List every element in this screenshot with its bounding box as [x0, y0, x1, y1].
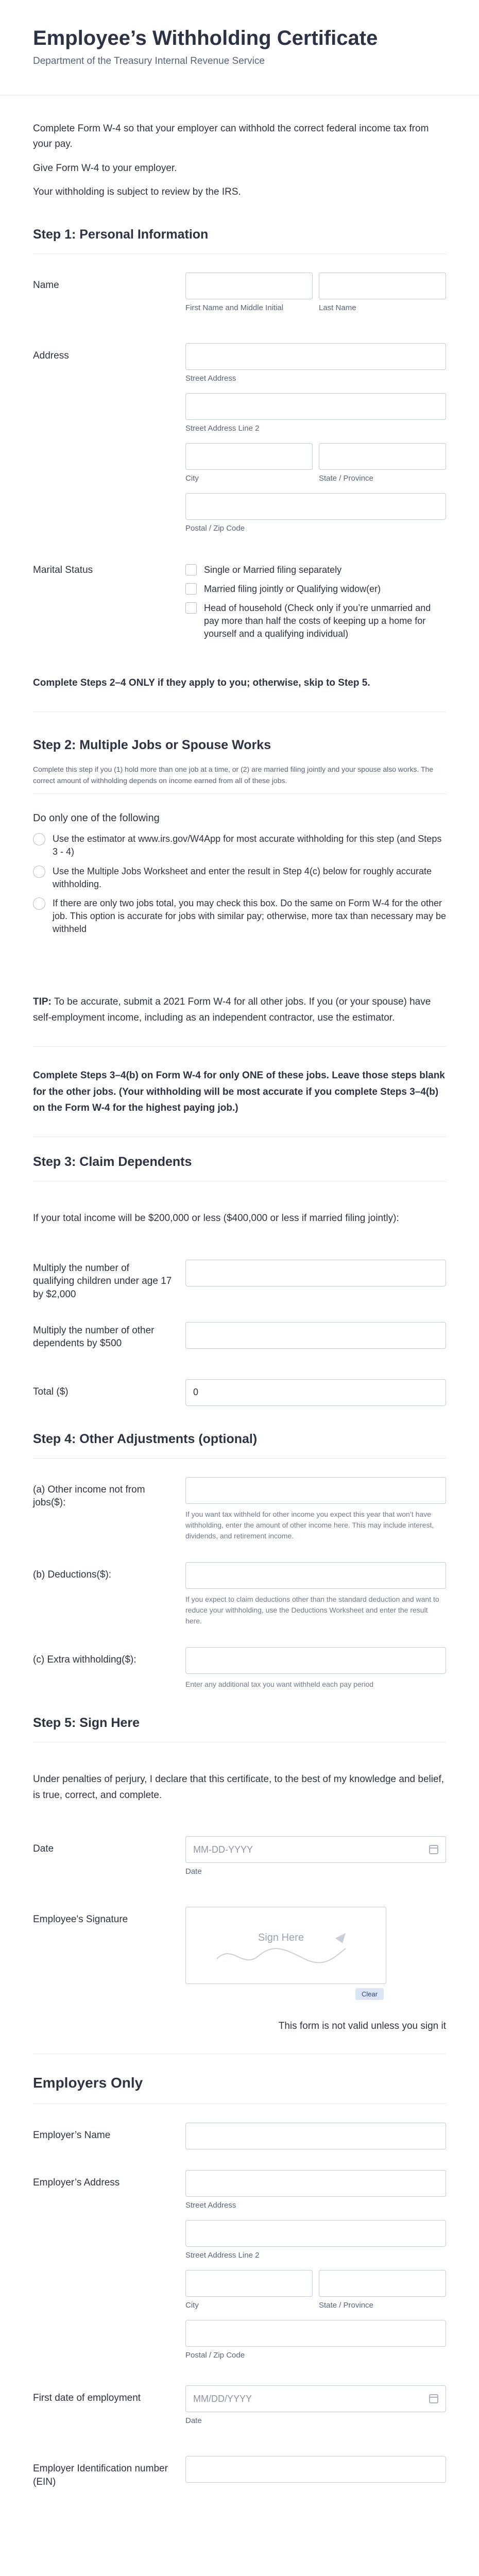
ein-row	[33, 2456, 446, 2488]
page-title: Employee’s Withholding Certificate	[33, 27, 378, 49]
street-address-2-input[interactable]	[185, 393, 446, 420]
checkbox-icon[interactable]	[185, 602, 197, 614]
step5-title: Step 5: Sign Here	[33, 1710, 446, 1742]
perjury-statement: Under penalties of perjury, I declare that this certificate, to the best of my knowledge and belief, is true, correct, and complete.	[33, 1773, 444, 1801]
state-sublabel: State / Province	[319, 473, 373, 483]
marital-option-single[interactable]: Single or Married filing separately	[185, 564, 446, 577]
tip-label: TIP:	[33, 996, 52, 1007]
other-dependents-row	[33, 1322, 446, 1350]
other-dependents-input[interactable]	[185, 1322, 446, 1349]
employer-address-row	[33, 2170, 446, 2370]
intro-text-1: Complete Form W-4 so that your employer can withhold the correct federal income tax from your pay.	[33, 123, 429, 150]
first-name-sublabel: First Name and Middle Initial	[185, 303, 284, 312]
employer-street-sublabel: Street Address	[185, 2201, 236, 2210]
other-income-helper: If you want tax withheld for other income you expect this year that won’t have withholding, enter the amount of other income here. This may include interest, dividends, and retirement income.	[185, 1510, 434, 1540]
intro-section	[0, 95, 479, 200]
step2-option-two-jobs[interactable]: If there are only two jobs total, you may check this box. Do the same on Form W-4 for the other job. This option is accurate for jobs with similar pay; otherwise, more tax than necessary may be withheld	[33, 897, 446, 936]
step2-options-title: Do only one of the following	[33, 812, 160, 824]
step1-section	[0, 211, 479, 712]
other-income-input[interactable]	[185, 1477, 446, 1504]
extra-withholding-label: (c) Extra withholding($):	[33, 1654, 136, 1665]
first-date-row	[33, 2385, 446, 2435]
first-date-input[interactable]: MM/DD/YYYY	[185, 2385, 446, 2412]
employers-title: Employers Only	[33, 2054, 446, 2104]
children-amount-input[interactable]	[185, 1260, 446, 1286]
employer-city-input[interactable]	[185, 2270, 313, 2297]
ein-label: Employer Identification number (EIN)	[33, 2463, 168, 2488]
employer-state-sublabel: State / Province	[319, 2301, 373, 2310]
street-address-input[interactable]	[185, 343, 446, 370]
step1-title: Step 1: Personal Information	[33, 211, 446, 254]
marital-status-row	[33, 564, 446, 647]
marital-option-married[interactable]: Married filing jointly or Qualifying widow(er)	[185, 583, 446, 596]
radio-icon[interactable]	[33, 833, 45, 845]
extra-withholding-row	[33, 1647, 446, 1690]
page-subtitle: Department of the Treasury Internal Revenue Service	[33, 56, 265, 66]
first-date-sublabel: Date	[185, 2416, 202, 2426]
income-note: If your total income will be $200,000 or less ($400,000 or less if married filing jointly):	[33, 1213, 399, 1224]
step2-description: Complete this step if you (1) hold more than one job at a time, or (2) are married filing jointly and your spouse also works. The correct amount of withholding depends on income earned from all of these jobs.	[33, 764, 446, 794]
clear-signature-button[interactable]: Clear	[355, 1988, 384, 2000]
name-row	[33, 273, 446, 323]
signature-label: Employee's Signature	[33, 1914, 128, 1925]
zip-input[interactable]	[185, 493, 446, 520]
employer-name-label: Employer’s Name	[33, 2130, 111, 2141]
checkbox-icon[interactable]	[185, 564, 197, 575]
calendar-icon[interactable]	[429, 1845, 438, 1854]
street-address-sublabel: Street Address	[185, 374, 236, 383]
total-row	[33, 1379, 446, 1406]
step3-title: Step 3: Claim Dependents	[33, 1137, 446, 1181]
step3-section	[0, 1137, 479, 1406]
total-input[interactable]: 0	[185, 1379, 446, 1406]
step2-title: Step 2: Multiple Jobs or Spouse Works	[33, 737, 271, 752]
sign-date-label: Date	[33, 1843, 54, 1855]
zip-sublabel: Postal / Zip Code	[185, 523, 245, 533]
city-input[interactable]	[185, 443, 313, 470]
employer-street-input[interactable]	[185, 2170, 446, 2197]
address-label: Address	[33, 350, 69, 361]
employer-name-row	[33, 2123, 446, 2149]
name-label: Name	[33, 279, 59, 291]
deductions-input[interactable]	[185, 1562, 446, 1589]
extra-withholding-helper: Enter any additional tax you want withheld each pay period	[185, 1680, 374, 1688]
first-name-input[interactable]	[185, 273, 313, 299]
step4-title: Step 4: Other Adjustments (optional)	[33, 1427, 446, 1459]
employer-state-input[interactable]	[319, 2270, 446, 2297]
marital-option-head-of-household[interactable]: Head of household (Check only if you’re unmarried and pay more than half the costs of keeping up a home for yourself and a qualifying individual)	[185, 602, 446, 641]
skip-note: Complete Steps 2–4 ONLY if they apply to you; otherwise, skip to Step 5.	[33, 663, 446, 712]
employer-street-2-sublabel: Street Address Line 2	[185, 2251, 260, 2260]
form-header	[0, 0, 479, 95]
deductions-label: (b) Deductions($):	[33, 1569, 112, 1580]
intro-text-2: Give Form W-4 to your employer.	[33, 162, 177, 174]
children-label: Multiply the number of qualifying children under age 17 by $2,000	[33, 1262, 172, 1300]
signature-pad[interactable]	[185, 1907, 386, 1984]
sign-date-row	[33, 1836, 446, 1886]
address-row	[33, 343, 446, 543]
intro-text-3: Your withholding is subject to review by the IRS.	[33, 187, 241, 198]
radio-icon[interactable]	[33, 897, 45, 910]
tip-note	[33, 942, 446, 1047]
calendar-icon[interactable]	[429, 2394, 438, 2403]
deductions-row	[33, 1562, 446, 1626]
employer-address-label: Employer’s Address	[33, 2177, 120, 2189]
step4-section	[0, 1427, 479, 1690]
ein-input[interactable]	[185, 2456, 446, 2483]
sign-date-input[interactable]: MM-DD-YYYY	[185, 1836, 446, 1863]
sign-date-sublabel: Date	[185, 1867, 202, 1876]
step2-section	[0, 712, 479, 1137]
other-income-row	[33, 1477, 446, 1541]
employer-name-input[interactable]	[185, 2123, 446, 2149]
signature-placeholder: Sign Here	[258, 1932, 304, 1944]
children-row	[33, 1260, 446, 1301]
state-input[interactable]	[319, 443, 446, 470]
employers-section	[0, 2054, 479, 2488]
city-sublabel: City	[185, 473, 199, 483]
last-name-input[interactable]	[319, 273, 446, 299]
extra-withholding-input[interactable]	[185, 1647, 446, 1674]
first-date-label: First date of employment	[33, 2393, 141, 2404]
signature-row	[33, 1907, 446, 2000]
marital-status-label: Marital Status	[33, 564, 93, 575]
street-address-2-sublabel: Street Address Line 2	[185, 423, 260, 433]
other-dependents-label: Multiply the number of other dependents by $500	[33, 1325, 155, 1349]
step2-option-estimator[interactable]: Use the estimator at www.irs.gov/W4App for most accurate withholding for this step (and Steps 3 - 4)	[33, 833, 446, 858]
checkbox-icon[interactable]	[185, 583, 197, 595]
signature-validity-note: This form is not valid unless you sign it	[33, 2000, 446, 2054]
step5-section	[0, 1710, 479, 2055]
employer-zip-input[interactable]	[185, 2320, 446, 2347]
last-name-sublabel: Last Name	[319, 303, 356, 312]
tip-text: To be accurate, submit a 2021 Form W-4 for all other jobs. If you (or your spouse) have self-employment income, including as an independent contractor, use the estimator.	[33, 996, 431, 1023]
employer-street-2-input[interactable]	[185, 2220, 446, 2247]
steps-3-4-note: Complete Steps 3–4(b) on Form W-4 for only ONE of these jobs. Leave those steps blank for the other jobs. (Your withholding will be most accurate if you complete Steps 3–4(b) on the Form W-4 for the highest paying job.)	[33, 1047, 446, 1137]
step2-option-worksheet[interactable]: Use the Multiple Jobs Worksheet and enter the result in Step 4(c) below for roughly accurate withholding.	[33, 865, 446, 891]
deductions-helper: If you expect to claim deductions other than the standard deduction and want to reduce your withholding, use the Deductions Worksheet and enter the result here.	[185, 1595, 439, 1625]
employer-zip-sublabel: Postal / Zip Code	[185, 2351, 245, 2360]
signature-scribble-icon	[186, 1907, 387, 1985]
other-income-label: (a) Other income not from jobs($):	[33, 1484, 145, 1509]
employer-city-sublabel: City	[185, 2301, 199, 2310]
total-label: Total ($)	[33, 1386, 69, 1397]
radio-icon[interactable]	[33, 866, 45, 878]
